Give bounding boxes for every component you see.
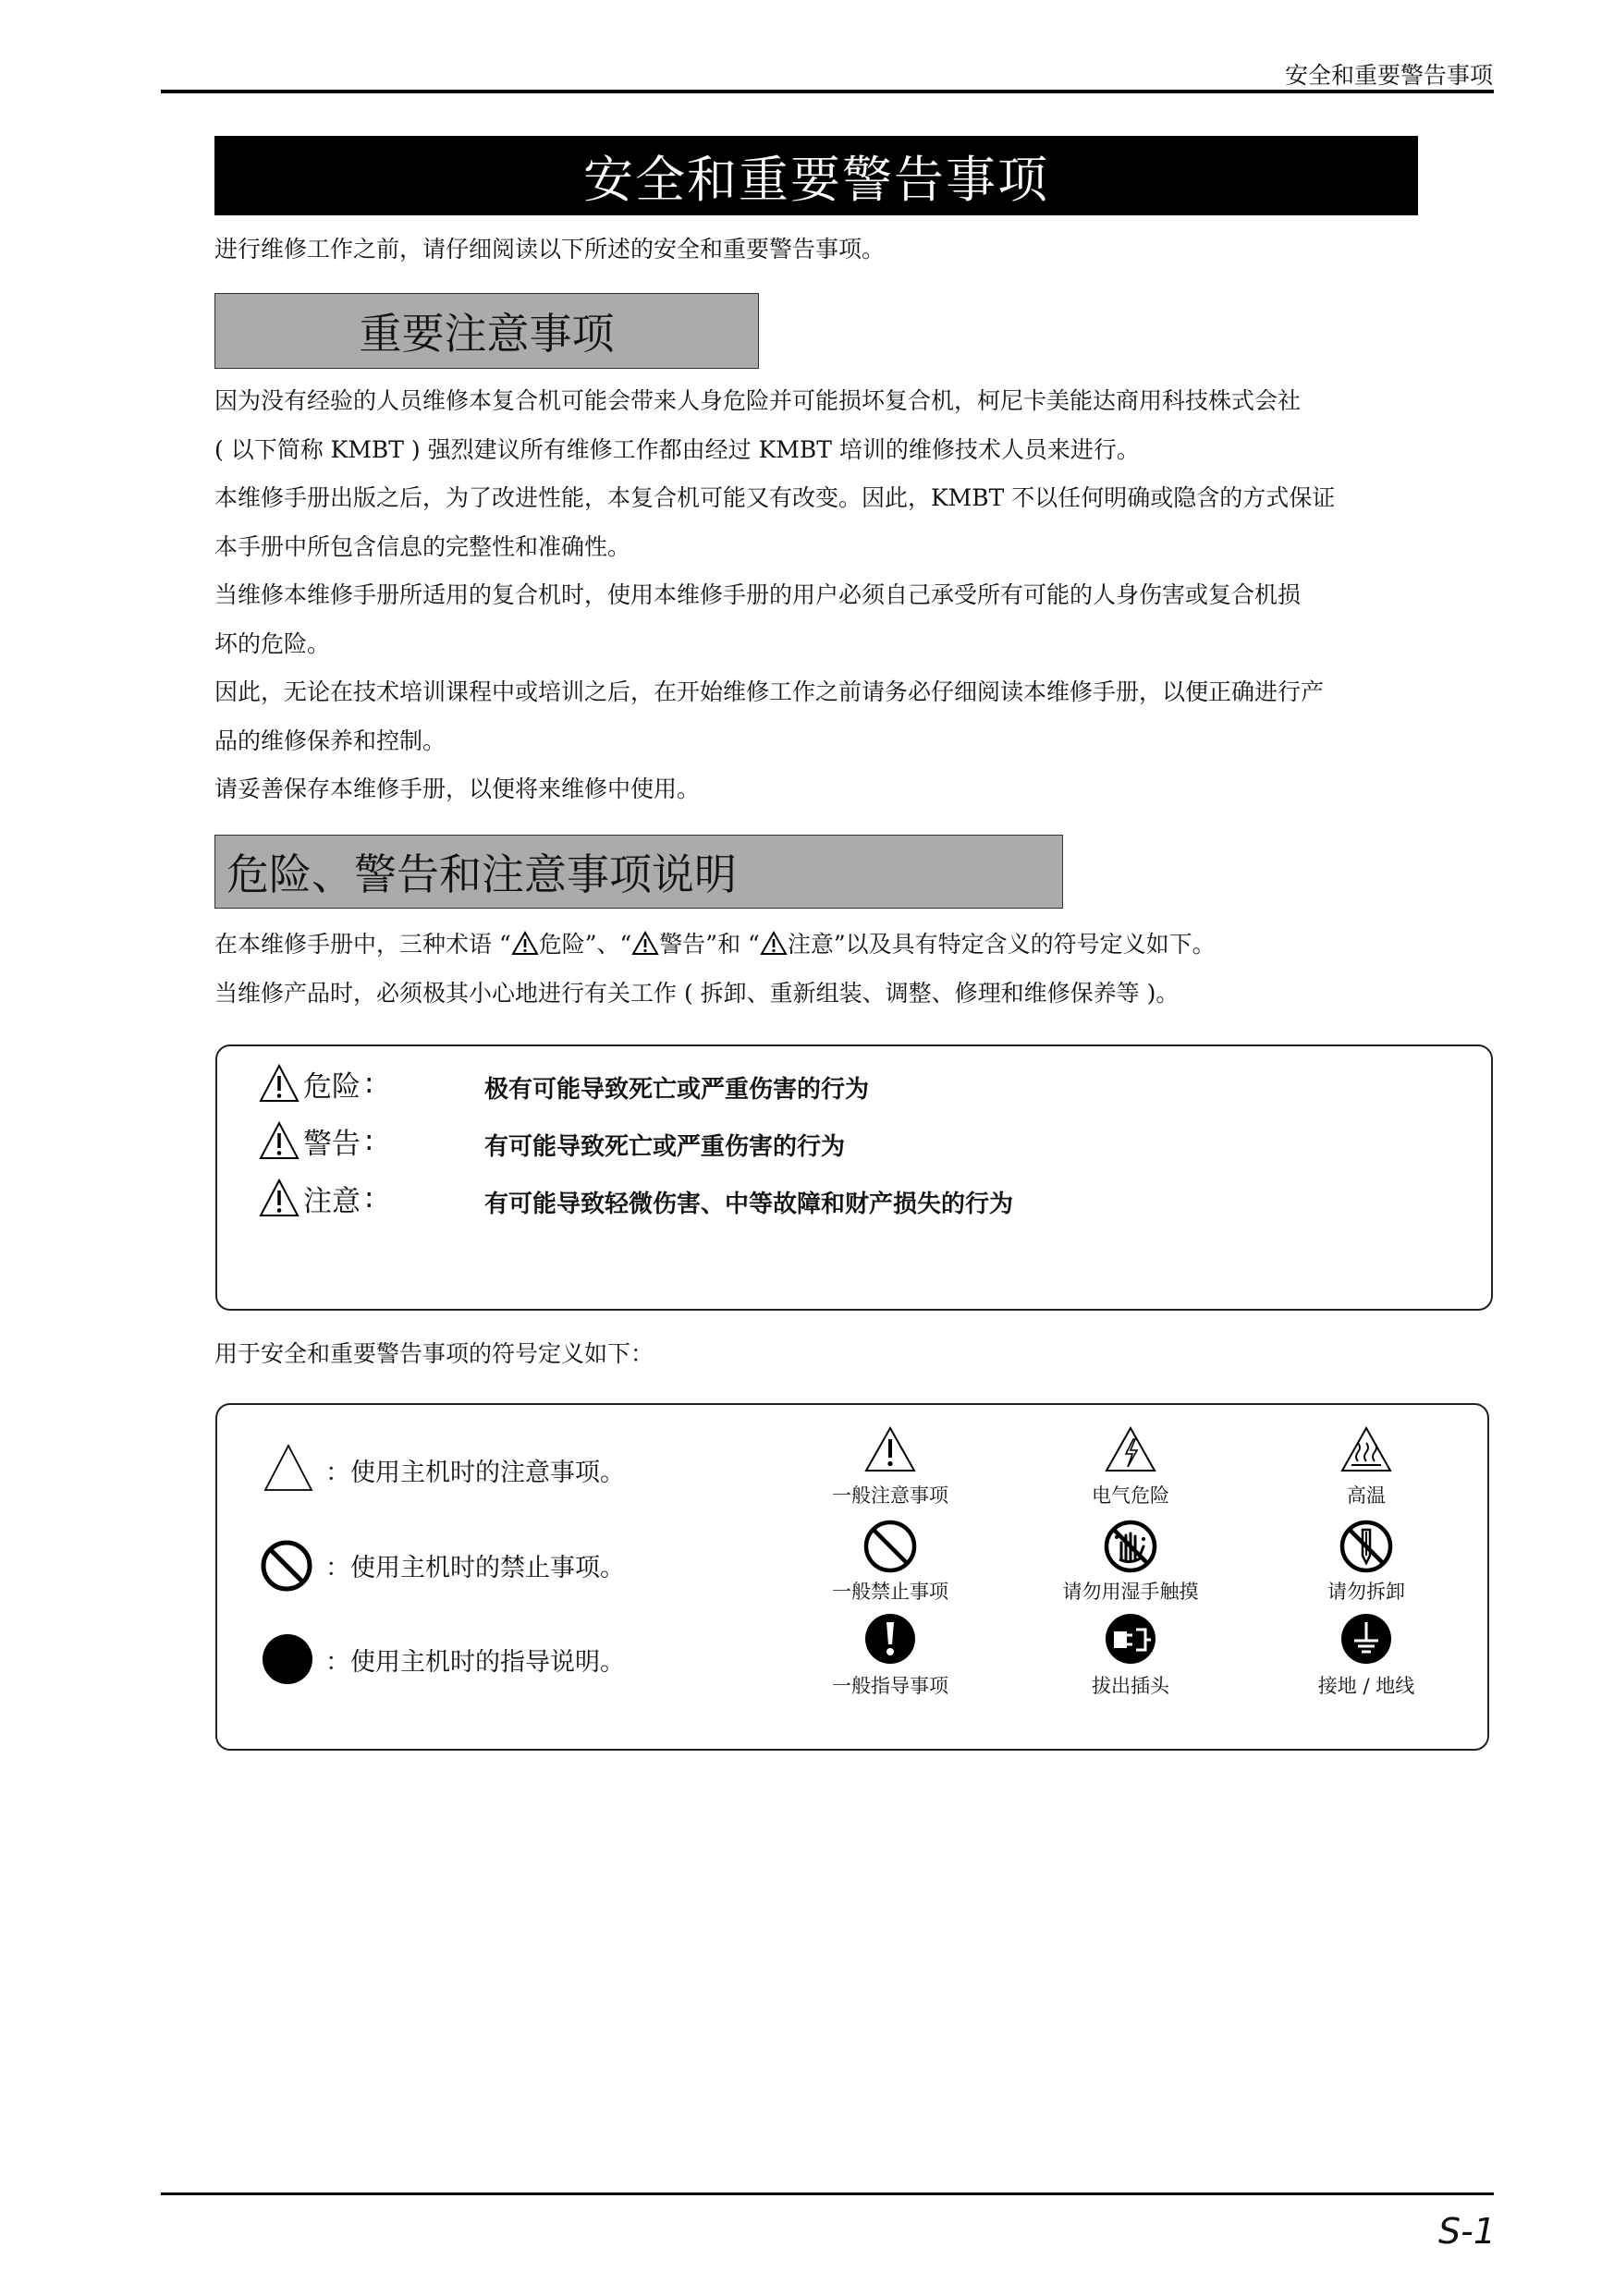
warning-triangle-icon: [259, 1064, 300, 1103]
header-rule: [161, 90, 1494, 93]
instruction-circle-icon: [261, 1632, 314, 1686]
definition-colon: :: [364, 1067, 374, 1100]
symbols-intro: 用于安全和重要警告事项的符号定义如下：: [214, 1340, 654, 1367]
icon-caption: 高温: [1347, 1484, 1386, 1507]
general-prohibition-icon: [862, 1519, 918, 1574]
icon-caption: 一般指导事项: [832, 1675, 948, 1697]
ground-icon: [1339, 1611, 1394, 1667]
definition-row-caution: [259, 1175, 373, 1221]
definition-label-warning: 警告: [303, 1127, 361, 1161]
icon-caption: 请勿用湿手触摸: [1062, 1581, 1199, 1603]
terms-line-2: 当维修产品时，必须极其小心地进行有关工作 ( 拆卸、重新组装、调整、修理和维修保养等 )。: [214, 979, 1180, 1007]
footer-rule: [161, 2192, 1494, 2195]
important-line: 本手册中所包含信息的完整性和准确性。: [214, 532, 631, 560]
warning-triangle-icon: [259, 1179, 300, 1217]
definition-row-danger: [259, 1060, 373, 1106]
warning-triangle-icon: [511, 931, 539, 956]
legend-caution-text: ：使用主机时的注意事项。: [325, 1459, 625, 1487]
important-line: ( 以下简称 KMBT ) 强烈建议所有维修工作都由经过 KMBT 培训的维修技术人员来进行。: [214, 435, 1140, 463]
intro-text: 进行维修工作之前，请仔细阅读以下所述的安全和重要警告事项。: [214, 236, 886, 263]
section-heading-important: [214, 293, 759, 369]
important-line: 当维修本维修手册所适用的复合机时，使用本维修手册的用户必须自己承受所有可能的人身伤害或复合机损: [214, 581, 1302, 608]
page-number: S-1: [1437, 2211, 1496, 2252]
terms-body: [214, 921, 1499, 1018]
icon-caption: 请勿拆卸: [1327, 1581, 1405, 1603]
icon-caption: 拔出插头: [1092, 1675, 1169, 1697]
terms-line-1-a: 在本维修手册中，三种术语 “: [214, 931, 511, 958]
term-danger: 危险”、“: [538, 931, 632, 958]
general-caution-icon: [864, 1426, 916, 1472]
definition-desc-caution: 有可能导致轻微伤害、中等故障和财产损失的行为: [484, 1191, 1014, 1218]
important-line: 请妥善保存本维修手册，以便将来维修中使用。: [214, 776, 701, 802]
important-line: 本维修手册出版之后，为了改进性能，本复合机可能又有改变。因此，KMBT 不以任何明确或隐含的方式保证: [214, 484, 1336, 511]
warning-triangle-icon: [631, 931, 659, 956]
warning-triangle-icon: [259, 1121, 300, 1160]
general-instruction-icon: [862, 1611, 918, 1667]
definition-colon: :: [364, 1124, 374, 1157]
high-temperature-icon: [1340, 1426, 1392, 1472]
electric-hazard-icon: [1105, 1426, 1156, 1472]
page-title-text: 安全和重要警告事项: [583, 150, 1049, 209]
icon-caption: 接地 / 地线: [1317, 1675, 1415, 1697]
important-line: 因为没有经验的人员维修本复合机可能会带来人身危险并可能损坏复合机，柯尼卡美能达商用科技株式会社: [214, 387, 1302, 414]
definition-label-caution: 注意: [303, 1184, 361, 1218]
legend-prohibition-text: ：使用主机时的禁止事项。: [325, 1554, 625, 1582]
section-heading-terms-text: 危险、警告和注意事项说明: [226, 849, 737, 899]
caution-triangle-icon: [263, 1443, 314, 1493]
icon-caption: 一般禁止事项: [832, 1581, 948, 1603]
important-line: 因此，无论在技术培训课程中或培训之后，在开始维修工作之前请务必仔细阅读本维修手册，以便正确进行产: [214, 678, 1325, 705]
section-heading-terms: [214, 835, 1063, 909]
term-caution: 注意”以及具有特定含义的符号定义如下。: [787, 931, 1216, 958]
section-heading-important-text: 重要注意事项: [359, 309, 615, 359]
no-disassembly-icon: [1339, 1519, 1394, 1574]
important-line: 坏的危险。: [214, 629, 331, 657]
icon-caption: 电气危险: [1092, 1484, 1169, 1507]
definition-label-danger: 危险: [303, 1069, 361, 1104]
prohibition-circle-icon: [259, 1538, 314, 1594]
important-line: 品的维修保养和控制。: [214, 727, 446, 754]
warning-triangle-icon: [760, 931, 788, 956]
running-header: 安全和重要警告事项: [1284, 62, 1493, 89]
definition-row-warning: [259, 1117, 373, 1164]
term-warning: 警告”和 “: [659, 931, 760, 958]
important-notes-body: [214, 377, 1499, 814]
terms-line-1: [214, 921, 1499, 970]
legend-instruction-text: ：使用主机时的指导说明。: [325, 1648, 625, 1677]
definition-colon: :: [364, 1181, 374, 1215]
icon-caption: 一般注意事项: [832, 1484, 948, 1507]
page-title: [214, 136, 1418, 215]
no-wet-hands-icon: [1103, 1519, 1158, 1574]
definition-desc-danger: 极有可能导致死亡或严重伤害的行为: [484, 1076, 870, 1104]
definition-desc-warning: 有可能导致死亡或严重伤害的行为: [484, 1133, 846, 1161]
unplug-icon: [1103, 1611, 1158, 1667]
